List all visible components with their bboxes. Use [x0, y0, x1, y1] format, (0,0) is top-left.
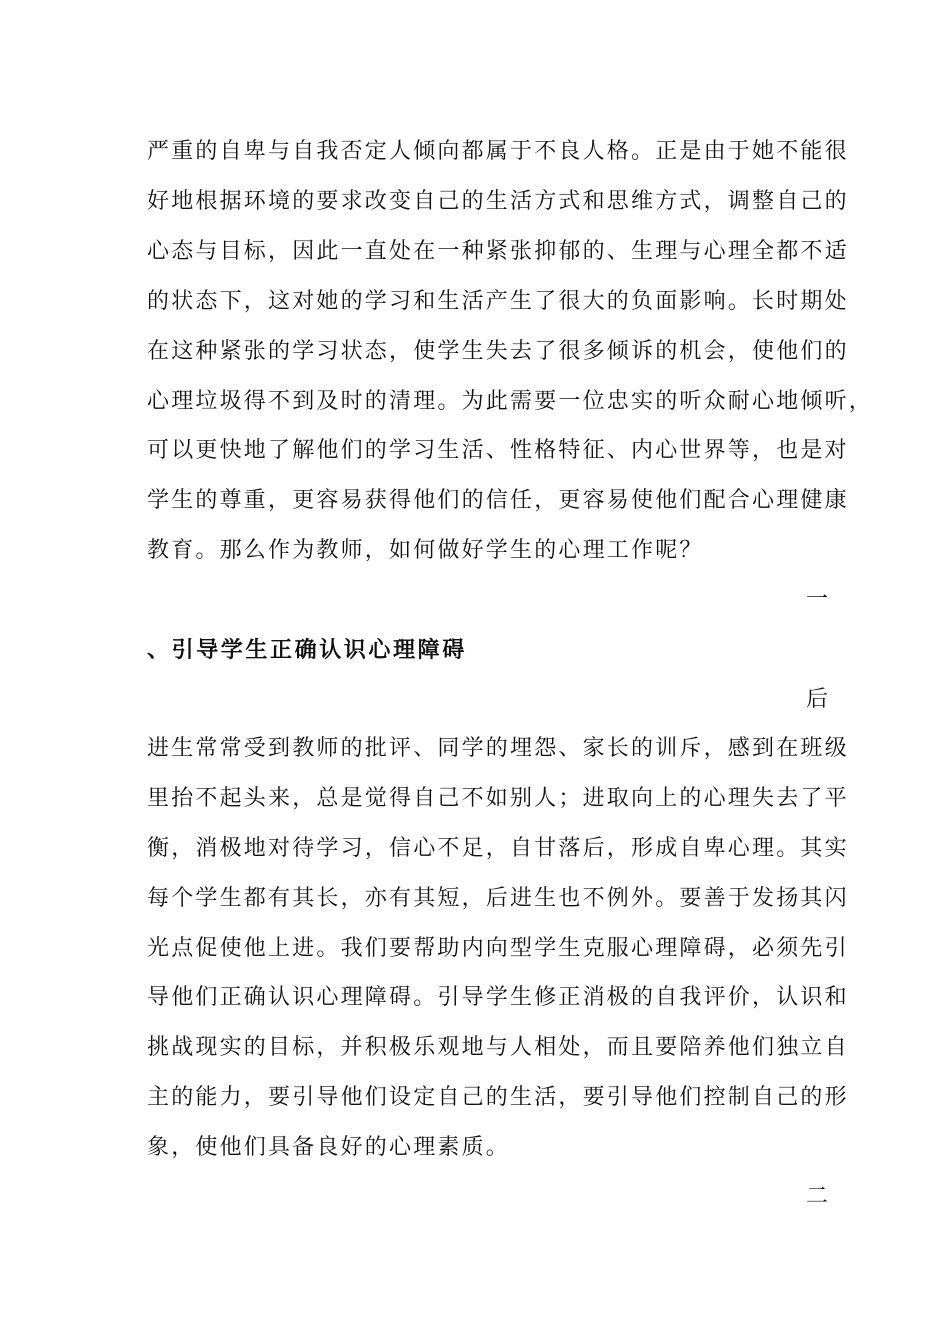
paragraph-2-line: 衡，消极地对待学习，信心不足，自甘落后，形成自卑心理。其实	[147, 836, 849, 861]
paragraph-1-line: 学生的尊重，更容易获得他们的信任，更容易使他们配合心理健康	[147, 488, 849, 513]
paragraph-2-line: 进生常常受到教师的批评、同学的埋怨、家长的训斥，感到在班级	[147, 736, 849, 761]
paragraph-1-line: 心态与目标，因此一直处在一种紧张抑郁的、生理与心理全都不适	[147, 239, 849, 264]
paragraph-2-line: 象，使他们具备良好的心理素质。	[147, 1135, 511, 1160]
paragraph-1-line: 好地根据环境的要求改变自己的生活方式和思维方式，调整自己的	[147, 189, 849, 214]
paragraph-1-line: 可以更快地了解他们的学习生活、性格特征、内心世界等，也是对	[147, 438, 849, 463]
paragraph-2-line: 光点促使他上进。我们要帮助内向型学生克服心理障碍，必须先引	[147, 936, 849, 961]
paragraph-1-line: 的状态下，这对她的学习和生活产生了很大的负面影响。长时期处	[147, 289, 849, 314]
section-2-number: 二	[805, 1184, 828, 1209]
paragraph-2-line: 挑战现实的目标，并积极乐观地与人相处，而且要陪养他们独立自	[147, 1035, 849, 1060]
paragraph-1-line: 教育。那么作为教师，如何做好学生的心理工作呢？	[147, 538, 704, 563]
section-1-number: 一	[805, 587, 828, 612]
paragraph-2-line: 每个学生都有其长，亦有其短，后进生也不例外。要善于发扬其闪	[147, 886, 849, 911]
paragraph-1-line: 在这种紧张的学习状态，使学生失去了很多倾诉的机会，使他们的	[147, 339, 849, 364]
paragraph-1-line: 心理垃圾得不到及时的清理。为此需要一位忠实的听众耐心地倾听，	[147, 389, 874, 414]
paragraph-2-line: 里抬不起头来，总是觉得自己不如别人；进取向上的心理失去了平	[147, 786, 849, 811]
paragraph-2-line: 主的能力，要引导他们设定自己的生活，要引导他们控制自己的形	[147, 1085, 849, 1110]
section-1-title: 、引导学生正确认识心理障碍	[147, 637, 467, 663]
section-1-lead-char: 后	[805, 687, 828, 712]
paragraph-2-line: 导他们正确认识心理障碍。引导学生修正消极的自我评价，认识和	[147, 985, 849, 1010]
paragraph-1-line: 严重的自卑与自我否定人倾向都属于不良人格。正是由于她不能很	[147, 139, 849, 164]
